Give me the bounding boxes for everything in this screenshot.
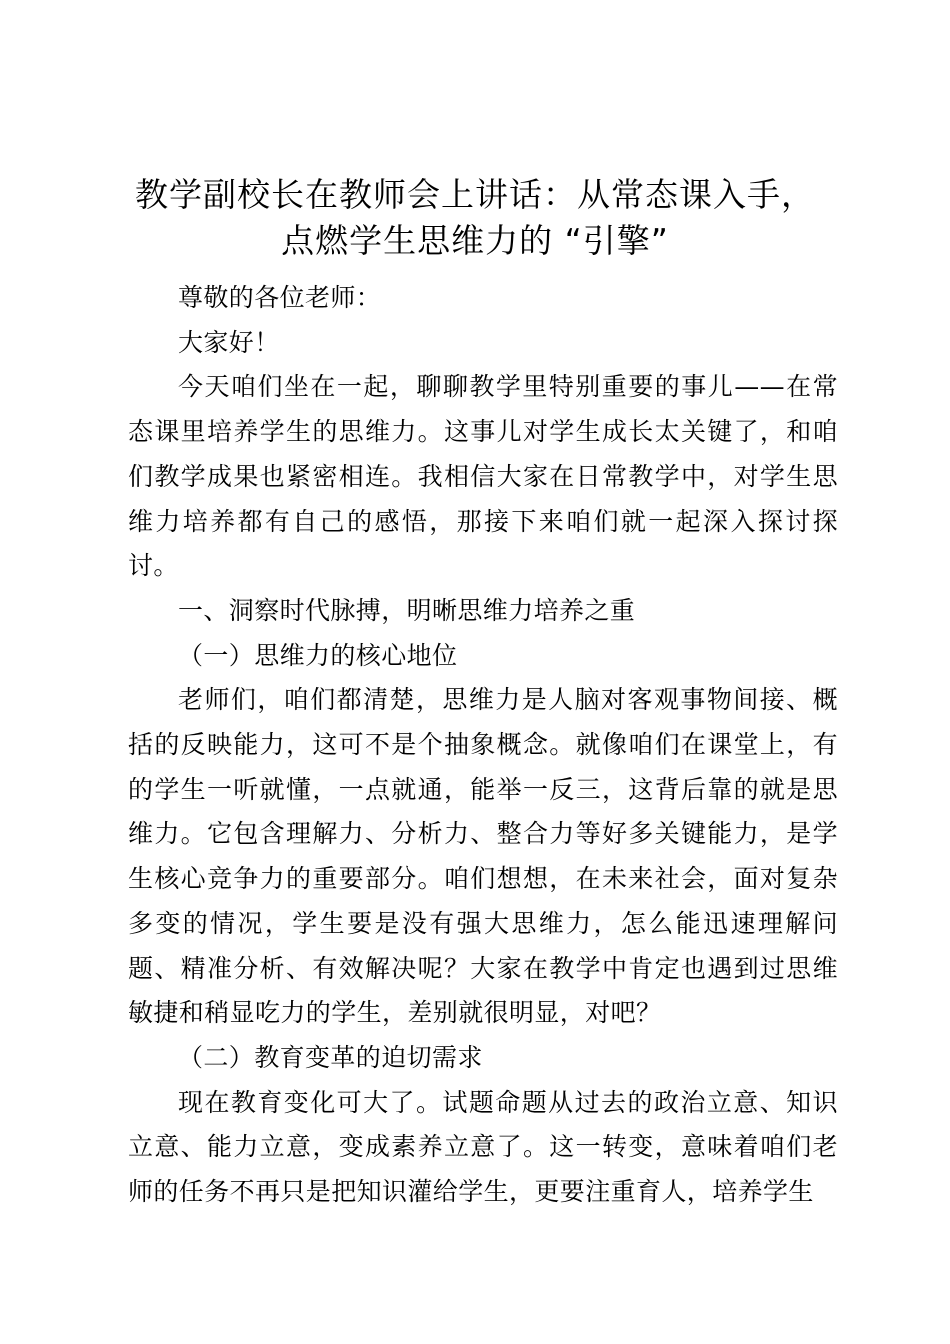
greeting: 大家好！: [178, 327, 280, 357]
subsection-heading-2: （二）教育变革的迫切需求: [178, 1042, 483, 1072]
salutation: 尊敬的各位老师：: [178, 283, 382, 312]
section-heading-1: 一、洞察时代脉搏，明晰思维力培养之重: [178, 595, 636, 625]
title-line-2: 点燃学生思维力的 “引擎”: [281, 221, 669, 260]
subsection-heading-1: （一）思维力的核心地位: [178, 640, 458, 670]
body-paragraph-1: 老师们，咱们都清楚，思维力是人脑对客观事物间接、概括的反映能力，这可不是个抽象概念。就像咱们在课堂上，有的学生一听就懂，一点就通，能举一反三，这背后靠的就是思维力。它包含理解力、分析力、整合力等好多关键能力，是学生核心竞争力的重要部分。咱们想想，在未来社会，面对复杂多变的情况，学生要是没有强大思维力，怎么能迅速理解问题、精准分析、有效解决呢？大家在教学中肯定也遇到过思维敏捷和稍显吃力的学生，差别就很明显，对吧？: [128, 685, 838, 1028]
body-paragraph-2: 现在教育变化可大了。试题命题从过去的政治立意、知识立意、能力立意，变成素养立意了。这一转变，意味着咱们老师的任务不再只是把知识灌给学生，更要注重育人，培养学生: [128, 1087, 838, 1207]
intro-paragraph: 今天咱们坐在一起，聊聊教学里特别重要的事儿——在常态课里培养学生的思维力。这事儿对学生成长太关键了，和咱们教学成果也紧密相连。我相信大家在日常教学中，对学生思维力培养都有自己的感悟，那接下来咱们就一起深入探讨探讨。: [128, 372, 838, 581]
title-line-1: 教学副校长在教师会上讲话：从常态课入手，: [135, 175, 815, 214]
document-body: [128, 276, 838, 1215]
document-title: [0, 172, 950, 264]
